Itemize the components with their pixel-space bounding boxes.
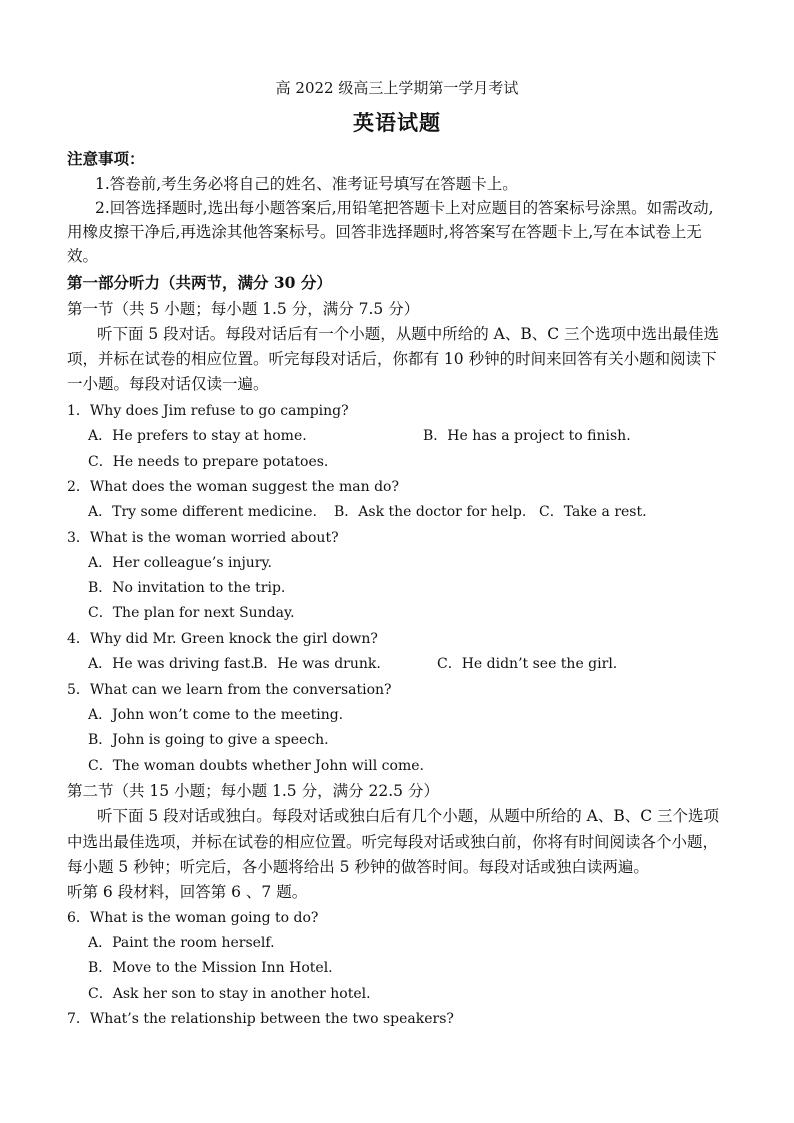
q5-option-b: B．John is going to give a speech. — [88, 732, 329, 748]
q2-option-b: B．Ask the doctor for help. — [334, 504, 527, 520]
q6-option-a: A．Paint the room herself. — [88, 935, 275, 951]
notes-heading: 注意事项： — [67, 149, 145, 168]
q3-option-c: C．The plan for next Sunday. — [88, 605, 295, 621]
question-7: 7．What’s the relationship between the two speakers? — [67, 1011, 454, 1027]
material-6-instruction: 听第 6 段材料，回答第 6 、7 题。 — [67, 883, 308, 901]
subject-title: 英语试题 — [353, 110, 441, 135]
section2-instructions-line-3: 每小题 5 秒钟；听完后，各小题将给出 5 秒钟的做答时间。每段对话或独白读两遍。 — [67, 858, 649, 876]
q4-option-c: C．He didn’t see the girl. — [437, 656, 618, 672]
q2-option-a: A．Try some different medicine. — [88, 504, 317, 520]
q2-option-c: C．Take a rest. — [539, 504, 647, 520]
q5-option-a: A．John won’t come to the meeting. — [88, 707, 344, 723]
question-2: 2．What does the woman suggest the man do? — [67, 479, 399, 495]
exam-title: 高 2022 级高三上学期第一学月考试 — [275, 79, 519, 97]
q6-option-b: B．Move to the Mission Inn Hotel. — [88, 960, 333, 976]
q5-option-c: C．The woman doubts whether John will come. — [88, 758, 424, 774]
section2-instructions-line-2: 中选出最佳选项，并标在试卷的相应位置。听完每段对话或独白前，你将有时间阅读各个小题， — [67, 833, 719, 851]
notes-item-2-line-3: 效。 — [67, 247, 99, 265]
section1-heading: 第一节（共 5 小题；每小题 1.5 分，满分 7.5 分） — [67, 300, 420, 318]
question-4: 4．Why did Mr. Green knock the girl down? — [67, 631, 378, 647]
q1-option-b: B．He has a project to finish. — [423, 428, 631, 444]
section1-instructions-line-2: 项，并标在试卷的相应位置。听完每段对话后，你都有 10 秒钟的时间来回答有关小题和阅读下 — [67, 350, 717, 368]
section1-instructions-line-1: 听下面 5 段对话。每段对话后有一个小题，从题中所给的 A、B、C 三个选项中选出最佳选 — [97, 325, 720, 343]
question-5: 5．What can we learn from the conversation? — [67, 682, 392, 698]
notes-item-1: 1.答卷前,考生务必将自己的姓名、准考证号填写在答题卡上。 — [95, 175, 518, 193]
q1-option-c: C．He needs to prepare potatoes. — [88, 454, 329, 470]
question-3: 3．What is the woman worried about? — [67, 530, 339, 546]
q4-option-b: B．He was drunk. — [253, 656, 381, 672]
part1-heading: 第一部分听力（共两节，满分 30 分） — [67, 273, 332, 292]
q1-option-a: A．He prefers to stay at home. — [88, 428, 307, 444]
q3-option-b: B．No invitation to the trip. — [88, 580, 286, 596]
notes-item-2-line-1: 2.回答选择题时,选出每小题答案后,用铅笔把答题卡上对应题目的答案标号涂黑。如需改动, — [95, 199, 714, 217]
section2-instructions-line-1: 听下面 5 段对话或独白。每段对话或独白后有几个小题，从题中所给的 A、B、C 三个选项 — [97, 807, 720, 825]
q3-option-a: A．Her colleague’s injury. — [88, 555, 272, 571]
question-1: 1．Why does Jim refuse to go camping? — [67, 403, 349, 419]
question-6: 6．What is the woman going to do? — [67, 910, 319, 926]
notes-item-2-line-2: 用橡皮擦干净后,再选涂其他答案标号。回答非选择题时,将答案写在答题卡上,写在本试卷上无 — [67, 223, 702, 241]
q4-option-a: A．He was driving fast. — [88, 656, 255, 672]
section1-instructions-line-3: 一小题。每段对话仅读一遍。 — [67, 375, 269, 393]
section2-heading: 第二节（共 15 小题；每小题 1.5 分，满分 22.5 分） — [67, 782, 439, 800]
q6-option-c: C．Ask her son to stay in another hotel. — [88, 986, 371, 1002]
